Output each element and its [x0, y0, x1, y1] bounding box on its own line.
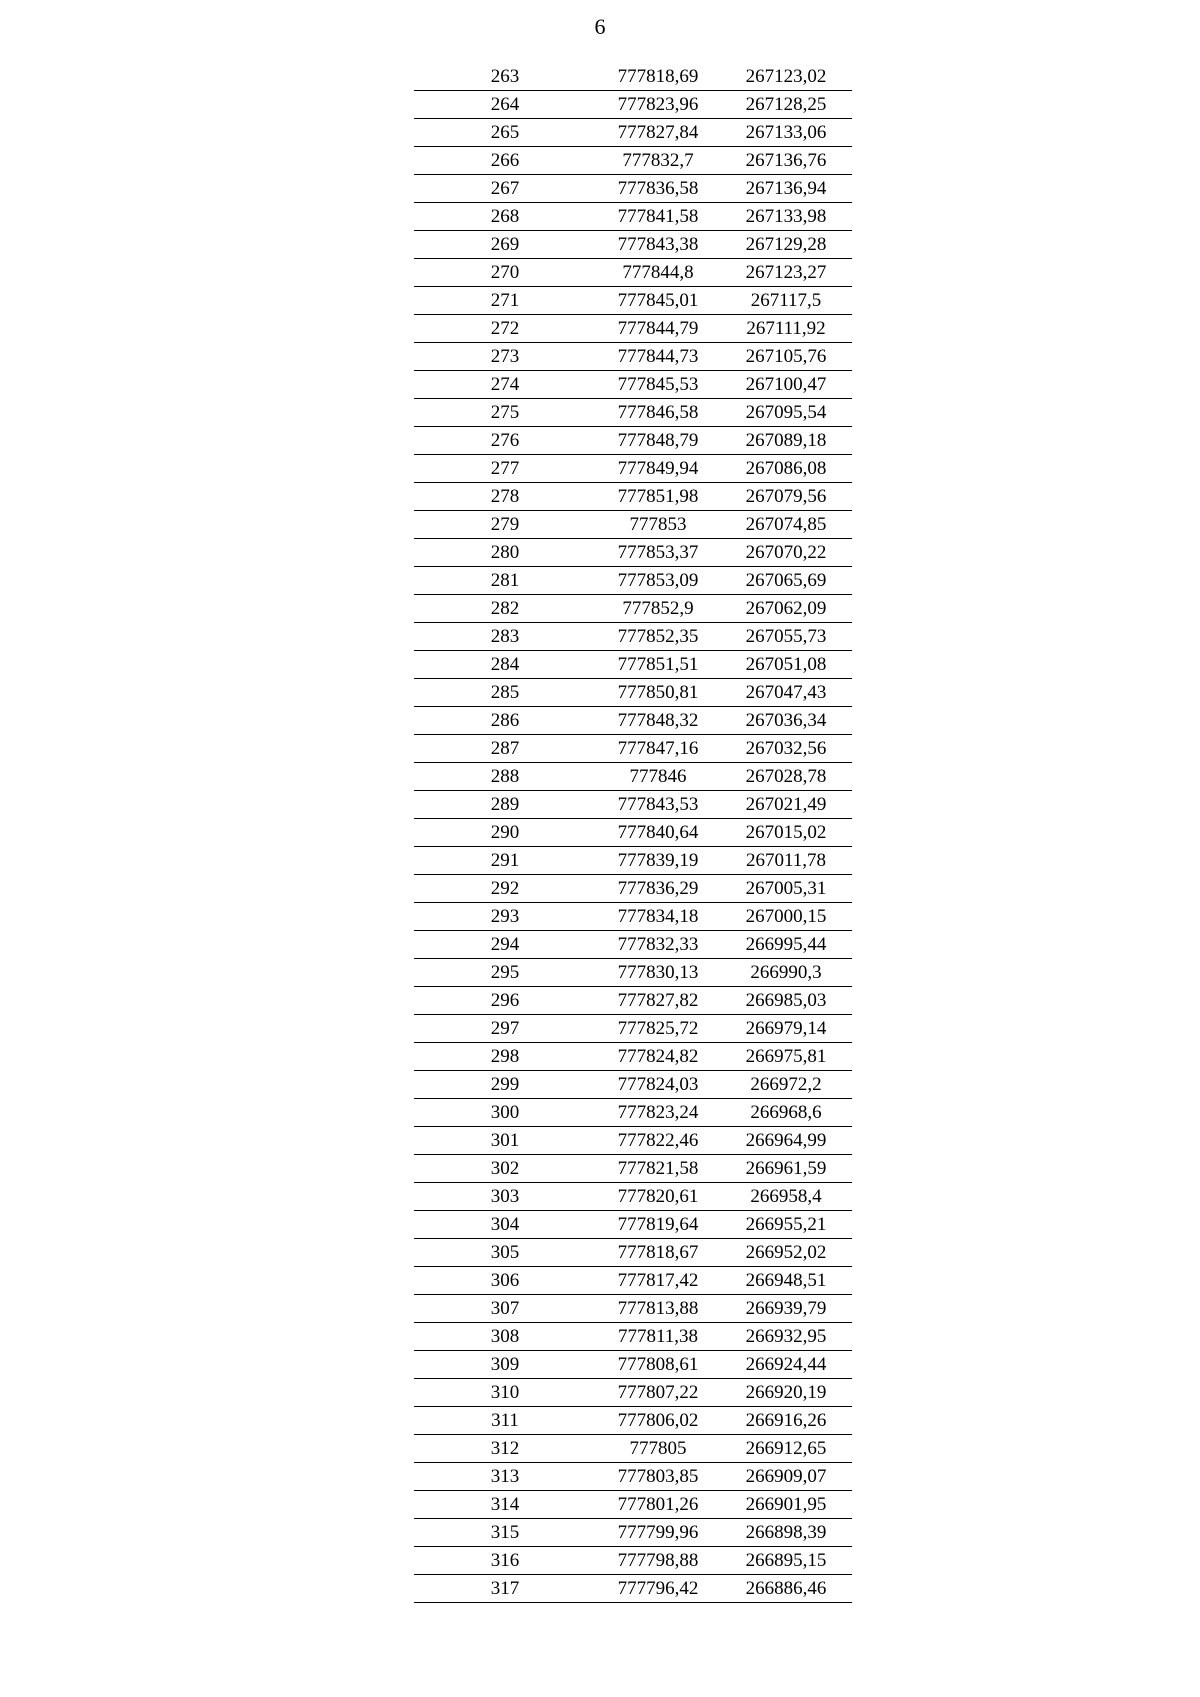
point-number-cell: 279: [414, 511, 596, 539]
x-coordinate-cell: 777848,79: [596, 427, 720, 455]
x-coordinate-cell: 777852,9: [596, 595, 720, 623]
x-coordinate-cell: 777841,58: [596, 203, 720, 231]
table-row: [414, 623, 852, 651]
table-row: [414, 1239, 852, 1267]
table-row: [414, 679, 852, 707]
y-coordinate-cell: 266958,4: [720, 1183, 852, 1211]
table-row: [414, 119, 852, 147]
x-coordinate-cell: 777819,64: [596, 1211, 720, 1239]
table-row: [414, 539, 852, 567]
y-coordinate-cell: 266939,79: [720, 1295, 852, 1323]
y-coordinate-cell: 266916,26: [720, 1407, 852, 1435]
y-coordinate-cell: 267074,85: [720, 511, 852, 539]
point-number-cell: 288: [414, 763, 596, 791]
point-number-cell: 306: [414, 1267, 596, 1295]
x-coordinate-cell: 777824,82: [596, 1043, 720, 1071]
table-row: [414, 1183, 852, 1211]
table-row: [414, 63, 852, 91]
point-number-cell: 313: [414, 1463, 596, 1491]
x-coordinate-cell: 777827,84: [596, 119, 720, 147]
point-number-cell: 315: [414, 1519, 596, 1547]
y-coordinate-cell: 266909,07: [720, 1463, 852, 1491]
y-coordinate-cell: 266975,81: [720, 1043, 852, 1071]
table-row: [414, 259, 852, 287]
point-number-cell: 314: [414, 1491, 596, 1519]
x-coordinate-cell: 777839,19: [596, 847, 720, 875]
x-coordinate-cell: 777821,58: [596, 1155, 720, 1183]
point-number-cell: 291: [414, 847, 596, 875]
x-coordinate-cell: 777799,96: [596, 1519, 720, 1547]
x-coordinate-cell: 777824,03: [596, 1071, 720, 1099]
table-row: [414, 483, 852, 511]
y-coordinate-cell: 267129,28: [720, 231, 852, 259]
x-coordinate-cell: 777820,61: [596, 1183, 720, 1211]
x-coordinate-cell: 777843,53: [596, 791, 720, 819]
table-row: [414, 175, 852, 203]
y-coordinate-cell: 267133,98: [720, 203, 852, 231]
table-row: [414, 91, 852, 119]
x-coordinate-cell: 777818,67: [596, 1239, 720, 1267]
table-row: [414, 651, 852, 679]
x-coordinate-cell: 777846: [596, 763, 720, 791]
y-coordinate-cell: 266979,14: [720, 1015, 852, 1043]
point-number-cell: 294: [414, 931, 596, 959]
point-number-cell: 305: [414, 1239, 596, 1267]
point-number-cell: 312: [414, 1435, 596, 1463]
coordinates-table-body: [414, 63, 852, 1603]
y-coordinate-cell: 266924,44: [720, 1351, 852, 1379]
y-coordinate-cell: 266961,59: [720, 1155, 852, 1183]
point-number-cell: 295: [414, 959, 596, 987]
y-coordinate-cell: 267086,08: [720, 455, 852, 483]
point-number-cell: 300: [414, 1099, 596, 1127]
table-row: [414, 735, 852, 763]
x-coordinate-cell: 777808,61: [596, 1351, 720, 1379]
table-row: [414, 1295, 852, 1323]
x-coordinate-cell: 777852,35: [596, 623, 720, 651]
y-coordinate-cell: 267128,25: [720, 91, 852, 119]
table-row: [414, 903, 852, 931]
y-coordinate-cell: 267015,02: [720, 819, 852, 847]
y-coordinate-cell: 267136,76: [720, 147, 852, 175]
y-coordinate-cell: 267133,06: [720, 119, 852, 147]
x-coordinate-cell: 777840,64: [596, 819, 720, 847]
x-coordinate-cell: 777849,94: [596, 455, 720, 483]
x-coordinate-cell: 777832,33: [596, 931, 720, 959]
x-coordinate-cell: 777823,24: [596, 1099, 720, 1127]
x-coordinate-cell: 777844,79: [596, 315, 720, 343]
y-coordinate-cell: 266912,65: [720, 1435, 852, 1463]
y-coordinate-cell: 266901,95: [720, 1491, 852, 1519]
y-coordinate-cell: 267051,08: [720, 651, 852, 679]
point-number-cell: 266: [414, 147, 596, 175]
table-row: [414, 1211, 852, 1239]
table-row: [414, 147, 852, 175]
y-coordinate-cell: 266952,02: [720, 1239, 852, 1267]
y-coordinate-cell: 267062,09: [720, 595, 852, 623]
x-coordinate-cell: 777801,26: [596, 1491, 720, 1519]
table-row: [414, 1491, 852, 1519]
x-coordinate-cell: 777843,38: [596, 231, 720, 259]
table-row: [414, 1575, 852, 1603]
point-number-cell: 270: [414, 259, 596, 287]
y-coordinate-cell: 266964,99: [720, 1127, 852, 1155]
y-coordinate-cell: 266995,44: [720, 931, 852, 959]
y-coordinate-cell: 267123,02: [720, 63, 852, 91]
x-coordinate-cell: 777853: [596, 511, 720, 539]
x-coordinate-cell: 777848,32: [596, 707, 720, 735]
x-coordinate-cell: 777806,02: [596, 1407, 720, 1435]
point-number-cell: 311: [414, 1407, 596, 1435]
x-coordinate-cell: 777827,82: [596, 987, 720, 1015]
x-coordinate-cell: 777834,18: [596, 903, 720, 931]
point-number-cell: 275: [414, 399, 596, 427]
table-row: [414, 343, 852, 371]
point-number-cell: 316: [414, 1547, 596, 1575]
y-coordinate-cell: 267123,27: [720, 259, 852, 287]
y-coordinate-cell: 266920,19: [720, 1379, 852, 1407]
table-row: [414, 875, 852, 903]
table-row: [414, 511, 852, 539]
y-coordinate-cell: 266955,21: [720, 1211, 852, 1239]
table-row: [414, 1267, 852, 1295]
point-number-cell: 276: [414, 427, 596, 455]
point-number-cell: 304: [414, 1211, 596, 1239]
y-coordinate-cell: 267105,76: [720, 343, 852, 371]
page-number: 6: [594, 14, 606, 39]
table-row: [414, 959, 852, 987]
x-coordinate-cell: 777811,38: [596, 1323, 720, 1351]
x-coordinate-cell: 777846,58: [596, 399, 720, 427]
point-number-cell: 299: [414, 1071, 596, 1099]
point-number-cell: 274: [414, 371, 596, 399]
point-number-cell: 290: [414, 819, 596, 847]
point-number-cell: 297: [414, 1015, 596, 1043]
table-row: [414, 1463, 852, 1491]
point-number-cell: 273: [414, 343, 596, 371]
x-coordinate-cell: 777851,98: [596, 483, 720, 511]
y-coordinate-cell: 267005,31: [720, 875, 852, 903]
point-number-cell: 309: [414, 1351, 596, 1379]
x-coordinate-cell: 777844,8: [596, 259, 720, 287]
x-coordinate-cell: 777847,16: [596, 735, 720, 763]
table-row: [414, 763, 852, 791]
x-coordinate-cell: 777853,37: [596, 539, 720, 567]
y-coordinate-cell: 266948,51: [720, 1267, 852, 1295]
x-coordinate-cell: 777836,29: [596, 875, 720, 903]
table-row: [414, 231, 852, 259]
table-row: [414, 371, 852, 399]
point-number-cell: 280: [414, 539, 596, 567]
table-row: [414, 847, 852, 875]
point-number-cell: 310: [414, 1379, 596, 1407]
table-row: [414, 987, 852, 1015]
table-row: [414, 819, 852, 847]
y-coordinate-cell: 267047,43: [720, 679, 852, 707]
table-row: [414, 399, 852, 427]
y-coordinate-cell: 266972,2: [720, 1071, 852, 1099]
x-coordinate-cell: 777807,22: [596, 1379, 720, 1407]
table-row: [414, 1407, 852, 1435]
y-coordinate-cell: 266895,15: [720, 1547, 852, 1575]
table-row: [414, 931, 852, 959]
table-row: [414, 1351, 852, 1379]
point-number-cell: 307: [414, 1295, 596, 1323]
y-coordinate-cell: 267117,5: [720, 287, 852, 315]
x-coordinate-cell: 777836,58: [596, 175, 720, 203]
point-number-cell: 303: [414, 1183, 596, 1211]
table-row: [414, 707, 852, 735]
point-number-cell: 271: [414, 287, 596, 315]
y-coordinate-cell: 267055,73: [720, 623, 852, 651]
x-coordinate-cell: 777845,01: [596, 287, 720, 315]
table-row: [414, 595, 852, 623]
y-coordinate-cell: 267136,94: [720, 175, 852, 203]
y-coordinate-cell: 267089,18: [720, 427, 852, 455]
table-row: [414, 1015, 852, 1043]
table-row: [414, 1155, 852, 1183]
x-coordinate-cell: 777798,88: [596, 1547, 720, 1575]
y-coordinate-cell: 267032,56: [720, 735, 852, 763]
point-number-cell: 283: [414, 623, 596, 651]
point-number-cell: 317: [414, 1575, 596, 1603]
point-number-cell: 268: [414, 203, 596, 231]
y-coordinate-cell: 267021,49: [720, 791, 852, 819]
point-number-cell: 298: [414, 1043, 596, 1071]
y-coordinate-cell: 266898,39: [720, 1519, 852, 1547]
point-number-cell: 264: [414, 91, 596, 119]
point-number-cell: 293: [414, 903, 596, 931]
y-coordinate-cell: 267065,69: [720, 567, 852, 595]
x-coordinate-cell: 777832,7: [596, 147, 720, 175]
point-number-cell: 286: [414, 707, 596, 735]
y-coordinate-cell: 266932,95: [720, 1323, 852, 1351]
table-row: [414, 1323, 852, 1351]
table-row: [414, 1379, 852, 1407]
point-number-cell: 281: [414, 567, 596, 595]
x-coordinate-cell: 777851,51: [596, 651, 720, 679]
table-row: [414, 567, 852, 595]
y-coordinate-cell: 266886,46: [720, 1575, 852, 1603]
table-row: [414, 1547, 852, 1575]
point-number-cell: 284: [414, 651, 596, 679]
table-row: [414, 427, 852, 455]
table-row: [414, 1127, 852, 1155]
y-coordinate-cell: 267079,56: [720, 483, 852, 511]
y-coordinate-cell: 266990,3: [720, 959, 852, 987]
x-coordinate-cell: 777818,69: [596, 63, 720, 91]
y-coordinate-cell: 267036,34: [720, 707, 852, 735]
point-number-cell: 263: [414, 63, 596, 91]
point-number-cell: 285: [414, 679, 596, 707]
y-coordinate-cell: 266968,6: [720, 1099, 852, 1127]
x-coordinate-cell: 777850,81: [596, 679, 720, 707]
point-number-cell: 282: [414, 595, 596, 623]
point-number-cell: 289: [414, 791, 596, 819]
y-coordinate-cell: 266985,03: [720, 987, 852, 1015]
point-number-cell: 267: [414, 175, 596, 203]
table-row: [414, 455, 852, 483]
point-number-cell: 287: [414, 735, 596, 763]
table-row: [414, 791, 852, 819]
y-coordinate-cell: 267070,22: [720, 539, 852, 567]
point-number-cell: 277: [414, 455, 596, 483]
x-coordinate-cell: 777813,88: [596, 1295, 720, 1323]
table-row: [414, 203, 852, 231]
table-row: [414, 315, 852, 343]
table-row: [414, 1043, 852, 1071]
x-coordinate-cell: 777817,42: [596, 1267, 720, 1295]
point-number-cell: 292: [414, 875, 596, 903]
table-row: [414, 1099, 852, 1127]
point-number-cell: 272: [414, 315, 596, 343]
x-coordinate-cell: 777845,53: [596, 371, 720, 399]
table-row: [414, 287, 852, 315]
y-coordinate-cell: 267028,78: [720, 763, 852, 791]
y-coordinate-cell: 267111,92: [720, 315, 852, 343]
x-coordinate-cell: 777823,96: [596, 91, 720, 119]
point-number-cell: 269: [414, 231, 596, 259]
coordinates-table: [414, 63, 852, 1603]
x-coordinate-cell: 777853,09: [596, 567, 720, 595]
x-coordinate-cell: 777805: [596, 1435, 720, 1463]
x-coordinate-cell: 777822,46: [596, 1127, 720, 1155]
point-number-cell: 296: [414, 987, 596, 1015]
x-coordinate-cell: 777796,42: [596, 1575, 720, 1603]
y-coordinate-cell: 267100,47: [720, 371, 852, 399]
x-coordinate-cell: 777830,13: [596, 959, 720, 987]
x-coordinate-cell: 777803,85: [596, 1463, 720, 1491]
point-number-cell: 265: [414, 119, 596, 147]
table-row: [414, 1071, 852, 1099]
point-number-cell: 301: [414, 1127, 596, 1155]
point-number-cell: 302: [414, 1155, 596, 1183]
table-row: [414, 1519, 852, 1547]
point-number-cell: 278: [414, 483, 596, 511]
y-coordinate-cell: 267011,78: [720, 847, 852, 875]
x-coordinate-cell: 777825,72: [596, 1015, 720, 1043]
point-number-cell: 308: [414, 1323, 596, 1351]
y-coordinate-cell: 267000,15: [720, 903, 852, 931]
y-coordinate-cell: 267095,54: [720, 399, 852, 427]
x-coordinate-cell: 777844,73: [596, 343, 720, 371]
table-row: [414, 1435, 852, 1463]
